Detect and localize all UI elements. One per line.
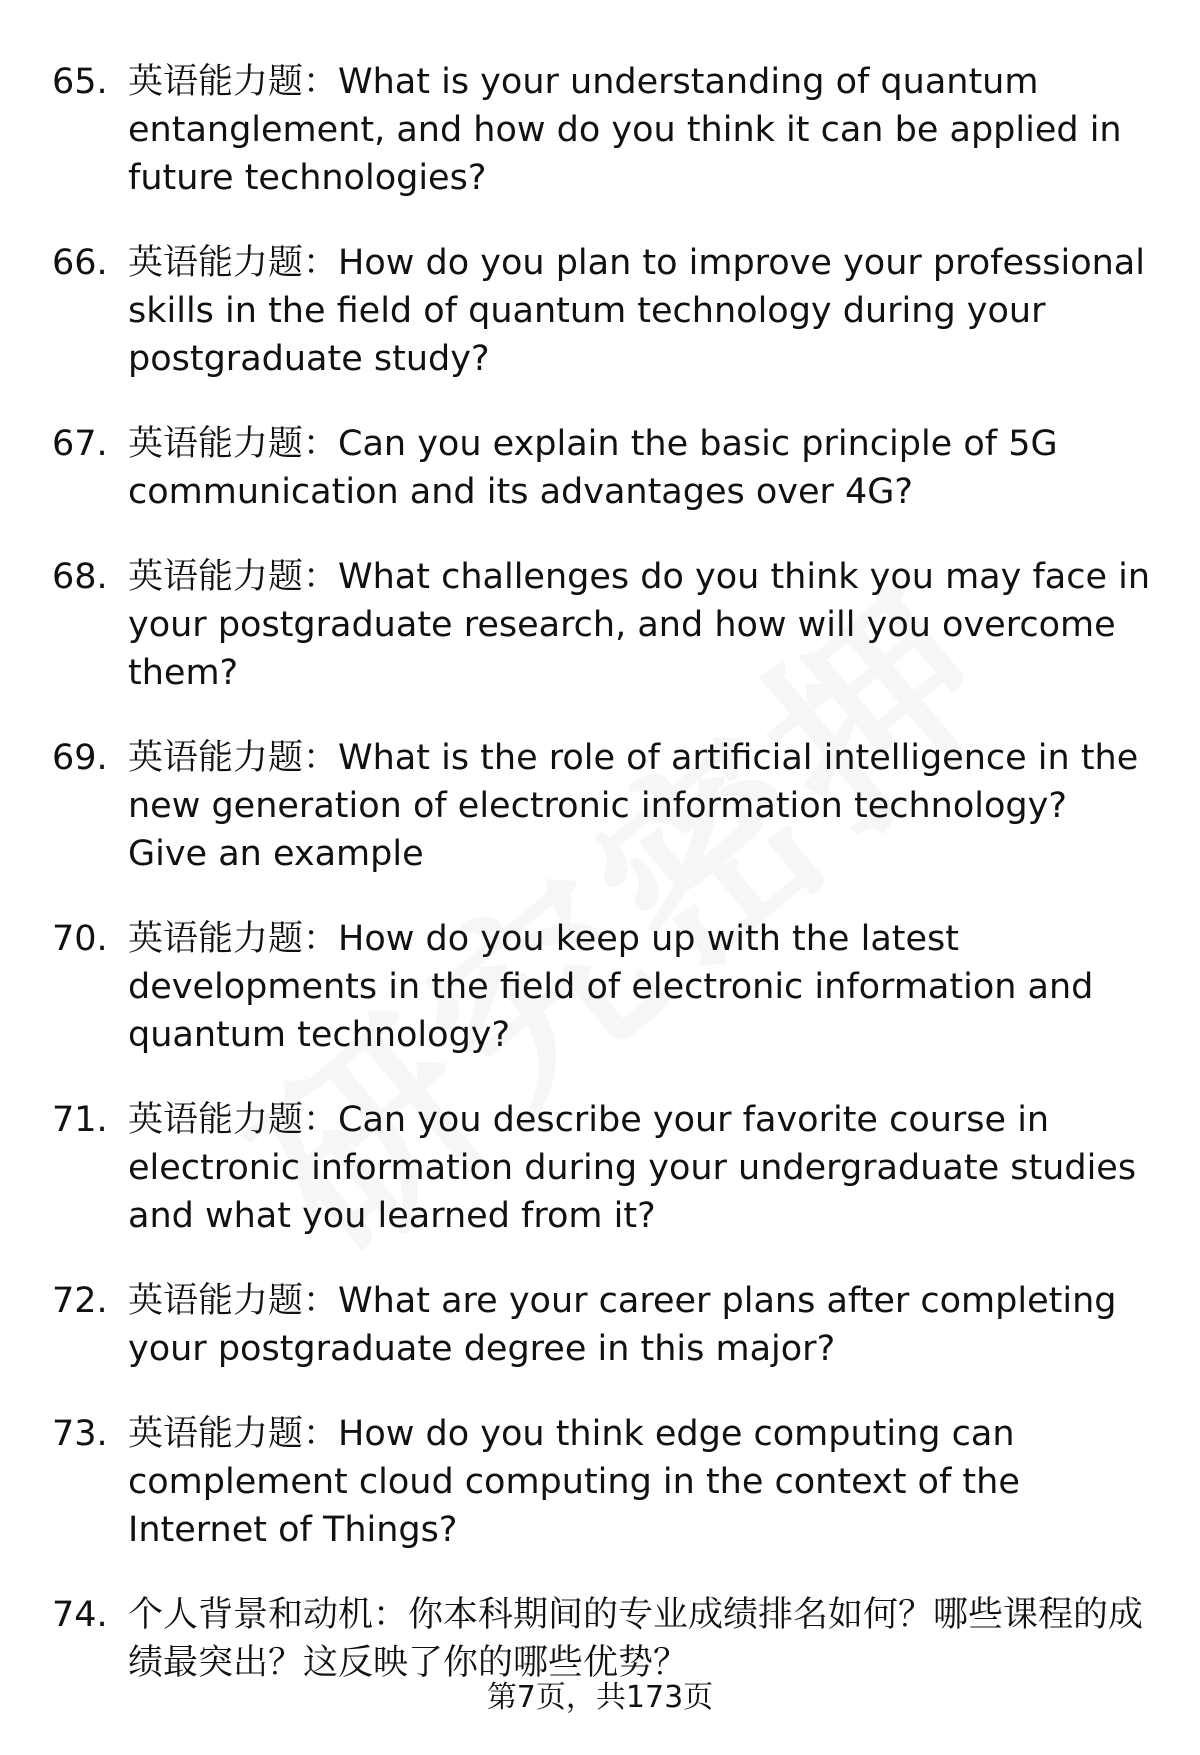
question-number: 74. (52, 1595, 108, 1635)
question-category: 英语能力题： (128, 738, 339, 778)
question-item (52, 1277, 1152, 1373)
question-text: Can you describe your favorite course in electronic information during your undergraduate studies and what you learned from it? (128, 1100, 1137, 1236)
question-text: What are your career plans after completing your postgraduate degree in this major? (128, 1281, 1117, 1369)
question-category: 英语能力题： (128, 424, 339, 464)
question-category: 英语能力题： (128, 243, 339, 283)
question-body (128, 1410, 1152, 1554)
question-item (52, 553, 1152, 697)
question-category: 英语能力题： (128, 1100, 339, 1140)
question-number: 70. (52, 919, 108, 959)
question-item (52, 58, 1152, 202)
question-body (128, 915, 1152, 1059)
question-item (52, 734, 1152, 878)
question-item (52, 1591, 1152, 1687)
question-category: 个人背景和动机： (128, 1595, 409, 1635)
question-body (128, 1096, 1152, 1240)
question-text: Can you explain the basic principle of 5G communication and its advantages over 4G? (128, 424, 1058, 512)
question-item (52, 915, 1152, 1059)
question-category: 英语能力题： (128, 1281, 339, 1321)
page-number-footer: 第7页，共173页 (486, 1680, 714, 1715)
question-number: 72. (52, 1281, 108, 1321)
question-number: 66. (52, 243, 108, 283)
question-number: 71. (52, 1100, 108, 1140)
question-body (128, 553, 1152, 697)
question-category: 英语能力题： (128, 62, 339, 102)
question-number: 73. (52, 1414, 108, 1454)
question-text: What is your understanding of quantum entanglement, and how do you think it can be applied in future technologies? (128, 62, 1122, 198)
question-item (52, 1096, 1152, 1240)
question-item (52, 1410, 1152, 1554)
question-text: How do you plan to improve your professional skills in the field of quantum technology during your postgraduate study? (128, 243, 1145, 379)
question-body (128, 734, 1152, 878)
question-text: 你本科期间的专业成绩排名如何？哪些课程的成绩最突出？这反映了你的哪些优势？ (128, 1595, 1144, 1683)
question-list (52, 58, 1152, 1724)
question-body (128, 1277, 1152, 1373)
question-text: How do you think edge computing can complement cloud computing in the context of the Internet of Things? (128, 1414, 1020, 1550)
question-body (128, 239, 1152, 383)
question-category: 英语能力题： (128, 1414, 339, 1454)
question-number: 68. (52, 557, 108, 597)
question-category: 英语能力题： (128, 557, 339, 597)
question-item (52, 239, 1152, 383)
question-text: What challenges do you think you may face in your postgraduate research, and how will you overcome them? (128, 557, 1151, 693)
question-text: How do you keep up with the latest developments in the field of electronic information and quantum technology? (128, 919, 1094, 1055)
question-number: 67. (52, 424, 108, 464)
question-number: 69. (52, 738, 108, 778)
question-body (128, 58, 1152, 202)
question-text: What is the role of artificial intelligence in the new generation of electronic information technology? Give an example (128, 738, 1139, 874)
question-item (52, 420, 1152, 516)
question-body (128, 420, 1152, 516)
question-category: 英语能力题： (128, 919, 339, 959)
question-body (128, 1591, 1152, 1687)
question-number: 65. (52, 62, 108, 102)
